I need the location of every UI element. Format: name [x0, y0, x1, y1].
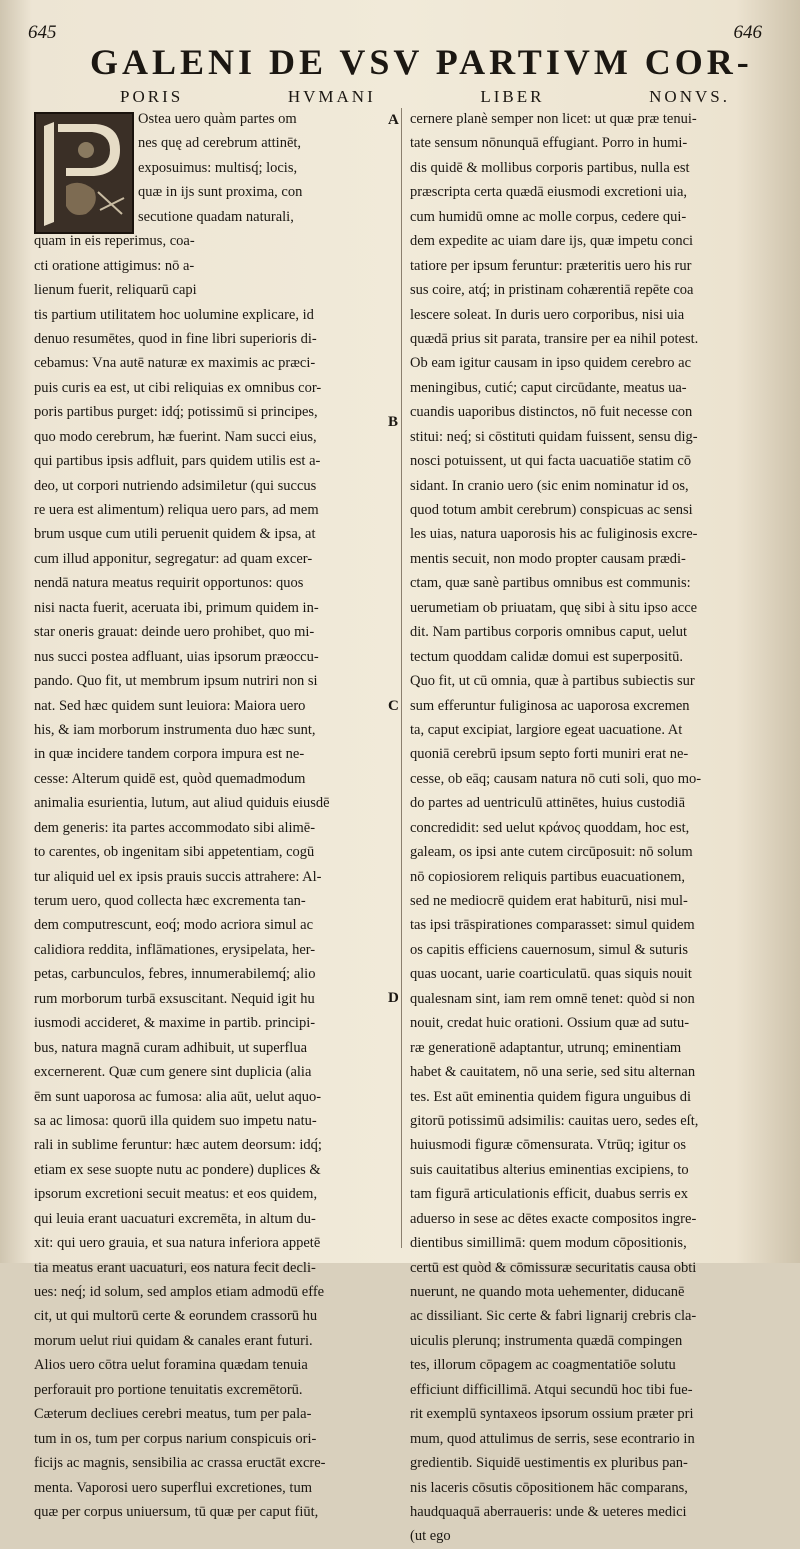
text-line: galeam, os ipsi ante cutem circūposuit: nō solum	[410, 844, 693, 861]
text-line: re uera est alimentum) reliqua uero pars, ad mem	[34, 502, 319, 518]
subtitle-word: PORIS	[120, 87, 184, 106]
text-line: ficijs ac magnis, sensibilia ac crassa eructāt excre-	[34, 1455, 326, 1472]
text-line: ctam, quæ sanè partibus omnibus est communis:	[410, 575, 691, 592]
left-text-column	[34, 107, 390, 1524]
text-line: quo modo cerebrum, hæ fuerint. Nam succi eius,	[34, 428, 317, 445]
text-line: os capitis efficiens cauernosum, simul & suturis	[410, 941, 689, 958]
subtitle-word: LIBER	[480, 87, 545, 106]
text-line: certū est quòd & cōmissuræ securitatis causa obti	[410, 1259, 697, 1276]
text-line: puis curis ea est, ut cibi reliquias ex omnibus cor-	[34, 379, 322, 396]
page-subtitle	[120, 87, 730, 107]
text-line: do partes ad uentriculū attinētes, huius custodiā	[410, 795, 686, 812]
text-line: sum efferuntur fuliginosa ac uaporosa excremen	[410, 697, 690, 714]
folio-left: 645	[28, 22, 57, 43]
text-line: denuo resumētes, quod in fine libri superioris di-	[34, 330, 317, 347]
margin-marker-d: D	[388, 990, 399, 1006]
text-line: nō copiosiorem reliquis partibus euacuationem,	[410, 868, 686, 885]
text-line: sidant. In cranio uero (sic enim nominatur id os,	[410, 477, 689, 494]
margin-marker-b: B	[388, 414, 399, 430]
text-line: sus coire, atq́; in pristinam cohærentiā repēte coa	[410, 282, 694, 299]
text-line: ac dissiliant. Sic certe & fabri lignarij crebris cla-	[410, 1308, 697, 1325]
margin-marker-c: C	[388, 698, 399, 714]
text-line: ta, caput excipiat, largiore egeat uacuatione. At	[410, 721, 683, 738]
text-line: aduerso in sese ac dētes exacte compositos ingre-	[410, 1210, 697, 1227]
text-line: uerumetiam ob priuatam, quę sibi à situ ipso acce	[410, 599, 698, 616]
text-line: qui partibus ipsis adfluit, pars quidem utilis est a-	[34, 453, 321, 470]
text-line: dientibus simillimā: quem modum cōpositionis,	[410, 1235, 687, 1252]
text-line: nisi nacta fuerit, aceruata ibi, primum quidem in-	[34, 599, 319, 616]
subtitle-word: NONVS.	[649, 87, 730, 106]
text-line: lienum fuerit, reliquarū capi	[34, 282, 197, 299]
text-line: deo, ut corpori nutriendo adsimiletur (qui succus	[34, 477, 317, 494]
text-line: efficiunt difficillimā. Atqui secundū hoc tibi fue-	[410, 1381, 693, 1398]
text-line: tur aliquid uel ex ipsis prauis succis attrahere: Al-	[34, 868, 322, 885]
text-line: dit. Nam partibus corporis omnibus caput, uelut	[410, 624, 688, 641]
text-line: to carentes, ob ingenitam sibi appetentiam, cogū	[34, 844, 315, 861]
text-line: petas, carbunculos, febres, innumerabilemq́; alio	[34, 966, 316, 983]
text-line: concredidit: sed uelut κράνος quoddam, hoc est,	[410, 819, 690, 836]
text-line: star oneris grauat: deinde uero prohibet, quo mi-	[34, 624, 315, 641]
text-line: tis partium utilitatem hoc uolumine explicare, id	[34, 306, 314, 323]
text-line: quæ per corpus uniuersum, tū quæ per caput fiūt,	[34, 1503, 319, 1520]
text-line: rit exemplū syntaxeos ipsorum ossium præter pri	[410, 1406, 694, 1423]
text-line: mentis secuit, non modo propter causam prædi-	[410, 550, 686, 567]
text-line: quæ in ijs sunt proxima, con	[138, 184, 303, 201]
text-line: cit, ut qui multorū certe & eorundem crassorū hu	[34, 1308, 318, 1325]
text-line: ipsorum excretioni secuit meatus: et eos quidem,	[34, 1186, 318, 1203]
text-line: tate sensum nōnunquā effugiant. Porro in humi-	[410, 135, 688, 152]
text-line: stitui: neq́; si cōstituti quidam fuissent, sensu dig-	[410, 428, 698, 445]
text-line: cernere planè semper non licet: ut quæ præ tenui-	[410, 111, 697, 127]
text-line: lescere soleat. In duris uero corporibus, nisi uia	[410, 306, 685, 323]
text-line: huiusmodi figuræ cōmensurata. Vtrūq; igitur os	[410, 1137, 687, 1154]
text-line: (ut ego	[410, 1528, 451, 1545]
text-line: menta. Vaporosi uero superflui excretiones, tum	[34, 1479, 312, 1496]
text-line: cum humidū omne ac molle corpus, cedere qui-	[410, 208, 687, 225]
text-line: cuandis uaporibus distinctos, nō fuit necesse con	[410, 404, 693, 421]
text-line: Ob eam igitur causam in ipso quidem cerebro ac	[410, 355, 692, 372]
text-line: nuerunt, ne quando mota uehementer, diducanē	[410, 1284, 685, 1300]
text-line: tes. Est aūt eminentia quidem figura unguibus di	[410, 1088, 692, 1105]
text-line: calidiora reddita, inflāmationes, erysipelata, her-	[34, 941, 316, 958]
text-line: gitorū potissimū adsimilis: cauitas uero, sedes eſt,	[410, 1112, 699, 1129]
text-line: ues: neq́; id solum, sed amplos etiam admodū effe	[34, 1284, 325, 1300]
text-line: morum uelut riui quidam & canales erant futuri.	[34, 1332, 313, 1349]
text-line: les uias, natura uaporosis his ac fuliginosis excre-	[410, 526, 698, 543]
text-line: sed ne mediocrē quidem erat habiturū, nisi mul-	[410, 893, 688, 909]
text-line: dem expedite ac uiam dare ijs, quæ impetu conci	[410, 233, 694, 250]
text-line: nes quę ad cerebrum attinēt,	[138, 135, 302, 152]
text-line: poris partibus purget: idq́; potissimū si principes,	[34, 404, 318, 421]
text-line: cebamus: Vna autē naturæ ex maximis ac præci-	[34, 355, 316, 372]
subtitle-word: HVMANI	[287, 87, 376, 106]
page-title: GALENI DE VSV PARTIVM COR-	[90, 42, 753, 82]
text-line: cesse: Alterum quidē est, quòd quemadmodum	[34, 770, 306, 787]
text-line: cti oratione attigimus: nō a-	[34, 257, 195, 274]
text-line: rum morborum turbā exsuscitant. Nequid igit hu	[34, 990, 315, 1007]
text-line: brum usque cum utili peruenit quidem & ipsa, at	[34, 526, 316, 543]
text-line: tatiore per ipsum feruntur: præteritis uero his rur	[410, 257, 692, 274]
text-line: ræ generationē adaptantur, utrunq; eminentiam	[410, 1039, 682, 1056]
text-line: excernerent. Quæ cum genere sint duplicia (alia	[34, 1064, 312, 1081]
text-line: dis quidē & mollibus corporis partibus, nulla est	[410, 159, 690, 176]
text-line: rali in sublime feruntur: hæc autem deorsum: idq́;	[34, 1137, 322, 1154]
text-line: uiculis plerunq; instrumenta quædā compingen	[410, 1332, 683, 1349]
text-line: quod totum ambit cerebrum) conspicuas ac sensi	[410, 502, 693, 518]
text-line: secutione quadam naturali,	[138, 208, 294, 225]
text-line: etiam ex sese suopte nutu ac pondere) duplices &	[34, 1161, 321, 1178]
text-line: habet & cauitatem, nō una serie, sed situ alternan	[410, 1064, 696, 1081]
text-line: haudquaquā aberraueris: unde & ueteres medici	[410, 1503, 687, 1520]
text-line: perforauit pro portione tenuitatis excremētorū.	[34, 1381, 303, 1398]
text-line: gredientib. Siquidē uestimentis ex pluribus pan-	[410, 1455, 688, 1472]
text-line: Ostea uero quàm partes om	[138, 111, 297, 127]
text-line: Cæterum decliues cerebri meatus, tum per pala-	[34, 1406, 312, 1423]
text-line: terum uero, quod collecta hæc excrementa tan-	[34, 893, 306, 909]
text-line: suis cauitatibus alterius eminentias excipiens, to	[410, 1161, 689, 1178]
text-line: pando. Quo fit, ut membrum ipsum nutriri non si	[34, 673, 318, 690]
text-line: qualesnam sint, iam rem omnē tenet: quòd si non	[410, 990, 695, 1007]
text-line: præscripta certa quædā eiusmodi excretioni uia,	[410, 184, 688, 201]
text-line: sa ac limosa: quorū illa quidem suo impetu natu-	[34, 1112, 317, 1129]
text-line: nat. Sed hæc quidem sunt leuiora: Maiora uero	[34, 697, 306, 714]
text-line: dem computrescunt, eoq́; modo acriora simul ac	[34, 917, 314, 934]
text-line: bus, natura magnā curam adhibuit, ut superflua	[34, 1039, 308, 1056]
text-line: nendā natura meatus requirit opportunos: quos	[34, 575, 304, 592]
margin-marker-a: A	[388, 112, 399, 128]
text-line: his, & iam morborum instrumenta duo hæc sunt,	[34, 721, 316, 738]
text-line: animalia esurientia, lutum, aut aliud quiduis eiusdē	[34, 795, 330, 812]
text-line: Quo fit, ut cū omnia, quæ à partibus subiectis sur	[410, 673, 695, 690]
text-line: quædā prius sit parata, transire per ea nihil potest.	[410, 330, 699, 347]
text-line: tia meatus erant uacuaturi, eos natura fecit decli-	[34, 1259, 316, 1276]
text-line: nosci potuissent, ut qui facta uacuatiōe statim cō	[410, 453, 692, 470]
folio-right: 646	[733, 22, 762, 43]
text-line: meningibus, cutić; caput circūdante, meatus ua-	[410, 379, 687, 396]
text-line: iusmodi accideret, & maxime in partib. principi-	[34, 1015, 316, 1032]
text-line: quoniā cerebrū ipsum septo forti muniri erat ne-	[410, 746, 689, 763]
text-line: mum, quod attulimus de serris, sese econtrario in	[410, 1430, 695, 1447]
text-line: in quæ incidere tandem corpora impura est ne-	[34, 746, 305, 763]
text-line: ēm sunt uaporosa ac fumosa: alia aūt, uelut aquo-	[34, 1088, 322, 1105]
text-line: quas uocant, uarie coarticulatū. quas siquis nouit	[410, 966, 692, 983]
text-line: tes, illorum cōpagem ac coagmentatiōe solutu	[410, 1357, 676, 1374]
text-line: cesse, ob eāq; causam natura nō cuti soli, quo mo-	[410, 770, 702, 787]
text-line: xit: qui uero grauia, et sua natura inferiora appetē	[34, 1235, 321, 1252]
text-line: nus succi postea adfluant, uias ipsorum præoccu-	[34, 648, 319, 665]
text-line: dem generis: ita partes accommodato sibi alimē-	[34, 819, 316, 836]
text-line: tectum quoddam calidæ domui est superpositū.	[410, 648, 684, 665]
text-line: quam in eis reperimus, coa-	[34, 233, 195, 250]
text-line: Alios uero cōtra uelut foramina quædam tenuia	[34, 1357, 308, 1374]
text-line: nis laceris cōsutis cōpositionem hāc comparans,	[410, 1479, 688, 1496]
text-line: tum in os, tum per corpus narium conspicuis ori-	[34, 1430, 317, 1447]
text-line: qui leuia erant uacuaturi excremēta, in altum du-	[34, 1210, 316, 1227]
text-line: cum illud apponitur, segregatur: ad quam excer-	[34, 550, 313, 567]
text-line: exposuimus: multisq́; locis,	[138, 159, 298, 176]
right-text-column	[410, 107, 768, 1549]
text-line: tas ipsi trāspirationes comparasset: simul quidem	[410, 917, 695, 934]
text-line: nouit, credat huic orationi. Ossium quæ ad sutu-	[410, 1015, 690, 1032]
text-line: tam figurā articulationis efficit, duabus serris ex	[410, 1186, 688, 1203]
column-rule	[401, 108, 402, 1248]
